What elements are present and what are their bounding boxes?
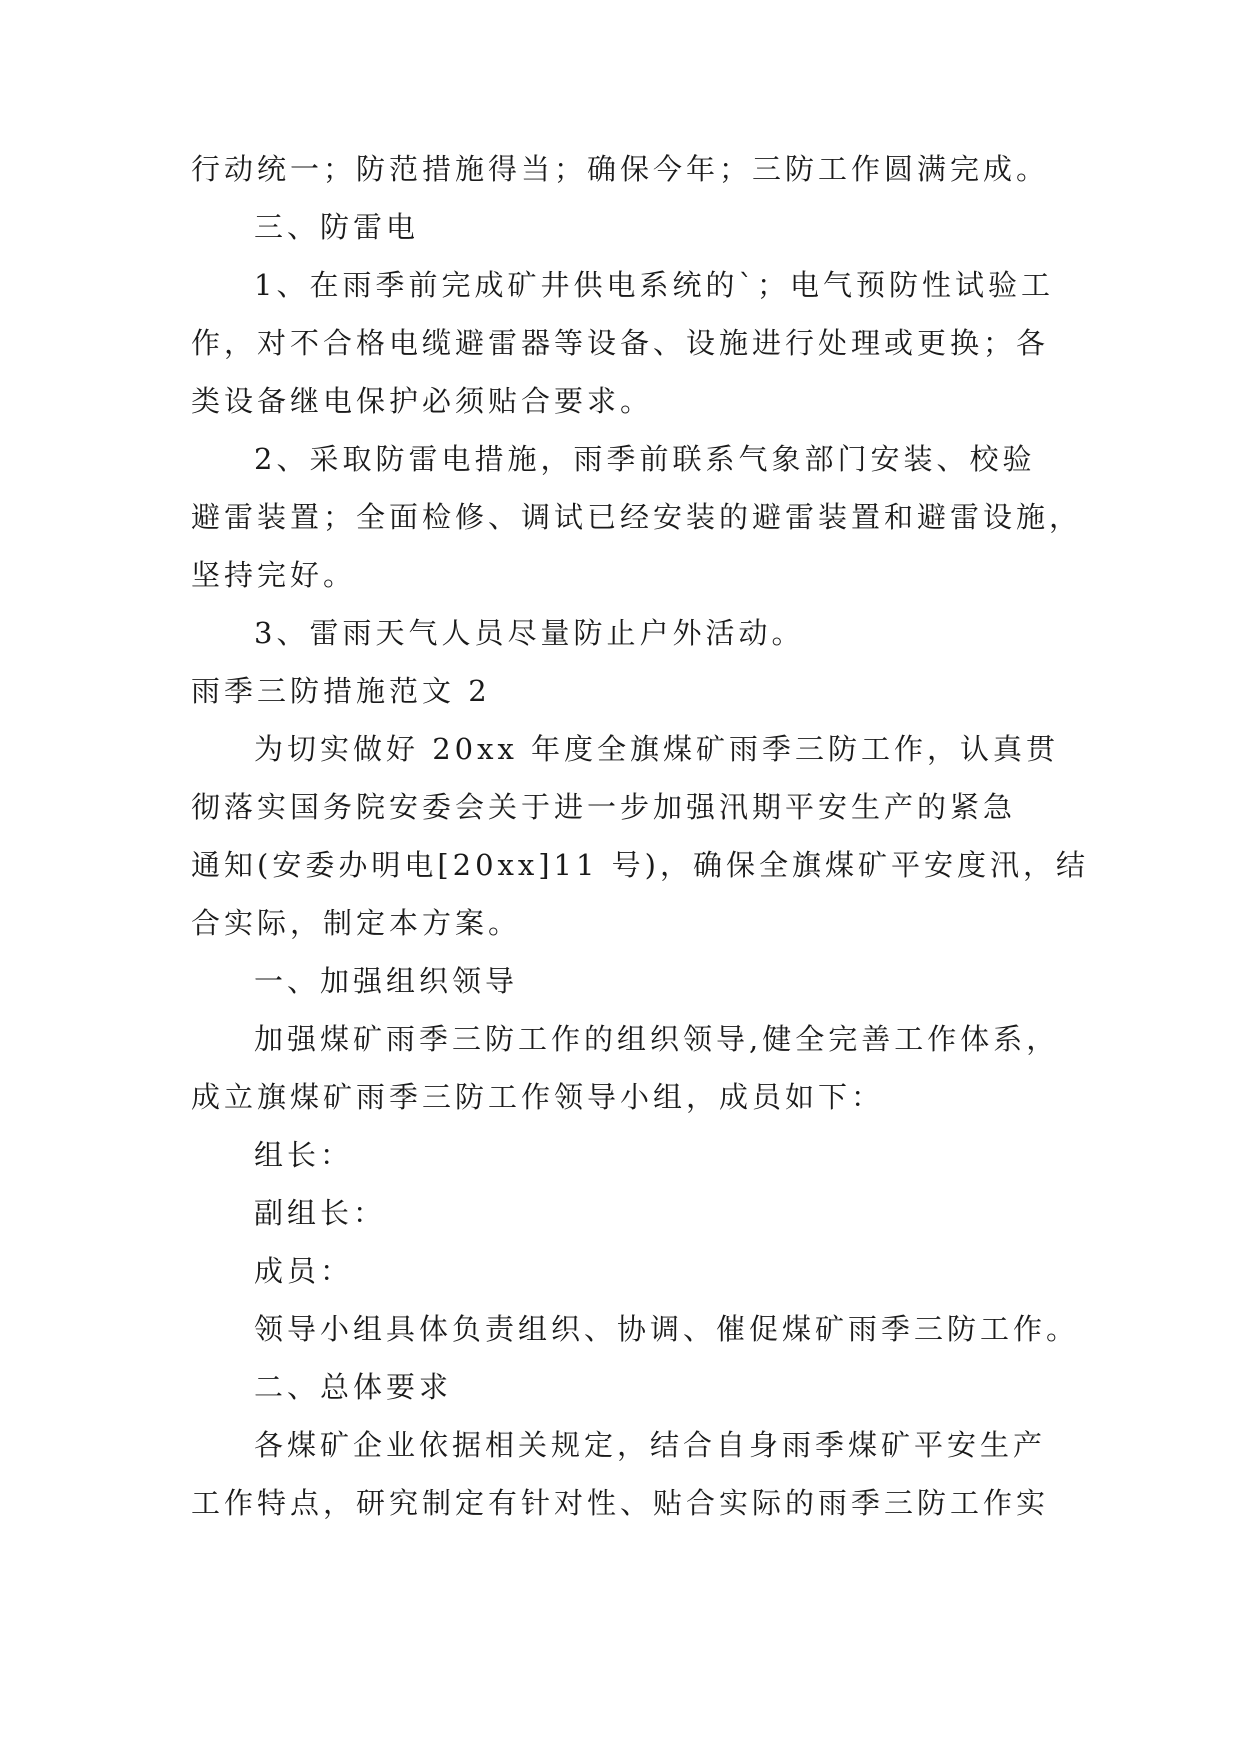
paragraph	[191, 430, 1083, 604]
section-heading-text: 一、加强组织领导	[254, 964, 519, 998]
text-line-content: 工作特点，研究制定有针对性、贴合实际的雨季三防工作实	[191, 1486, 1050, 1520]
text-line-content: 为切实做好 20xx 年度全旗煤矿雨季三防工作，认真贯	[254, 732, 1060, 766]
text-line-content: 类设备继电保护必须贴合要求。	[191, 384, 654, 418]
article-title-text: 雨季三防措施范文 2	[191, 674, 491, 708]
text-line-content: 作，对不合格电缆避雷器等设备、设施进行处理或更换；各	[191, 326, 1050, 360]
role-item-deputy	[191, 1184, 1114, 1242]
text-line-content: 合实际，制定本方案。	[191, 906, 522, 940]
text-line-content: 避雷装置；全面检修、调试已经安装的避雷装置和避雷设施，	[191, 500, 1083, 534]
paragraph	[191, 720, 1089, 952]
paragraph	[191, 1300, 1114, 1358]
section-heading-text: 三、防雷电	[254, 210, 420, 244]
text-line-content: 彻落实国务院安委会关于进一步加强汛期平安生产的紧急	[191, 790, 1017, 824]
section-heading	[191, 952, 1114, 1010]
text-line	[191, 140, 1051, 198]
text-line-content: 坚持完好。	[191, 558, 357, 592]
text-line-content: 2、采取防雷电措施，雨季前联系气象部门安装、校验	[254, 442, 1036, 476]
text-line-content: 成立旗煤矿雨季三防工作领导小组，成员如下：	[191, 1080, 885, 1114]
role-label: 副组长：	[254, 1196, 387, 1230]
text-line-content: 各煤矿企业依据相关规定，结合自身雨季煤矿平安生产	[254, 1428, 1047, 1462]
article-title	[191, 662, 1051, 720]
role-label: 组长：	[254, 1138, 354, 1172]
text-line-content: 通知(安委办明电[20xx]11 号)，确保全旗煤矿平安度汛，结	[191, 848, 1089, 882]
text-line-content: 3、雷雨天气人员尽量防止户外活动。	[254, 616, 805, 650]
paragraph	[191, 604, 1114, 662]
role-item-members	[191, 1242, 1114, 1300]
text-line-content: 领导小组具体负责组织、协调、催促煤矿雨季三防工作。	[254, 1312, 1080, 1346]
section-heading-text: 二、总体要求	[254, 1370, 453, 1404]
text-line-content: 行动统一；防范措施得当；确保今年；三防工作圆满完成。	[191, 152, 1050, 186]
role-item-leader	[191, 1126, 1114, 1184]
paragraph	[191, 1010, 1060, 1126]
section-heading	[191, 198, 1114, 256]
section-heading	[191, 1358, 1114, 1416]
text-line-content: 加强煤矿雨季三防工作的组织领导,健全完善工作体系，	[254, 1022, 1060, 1056]
text-line-content: 1、在雨季前完成矿井供电系统的`；电气预防性试验工	[254, 268, 1054, 302]
paragraph	[191, 1416, 1051, 1532]
paragraph	[191, 256, 1054, 430]
role-label: 成员：	[254, 1254, 354, 1288]
